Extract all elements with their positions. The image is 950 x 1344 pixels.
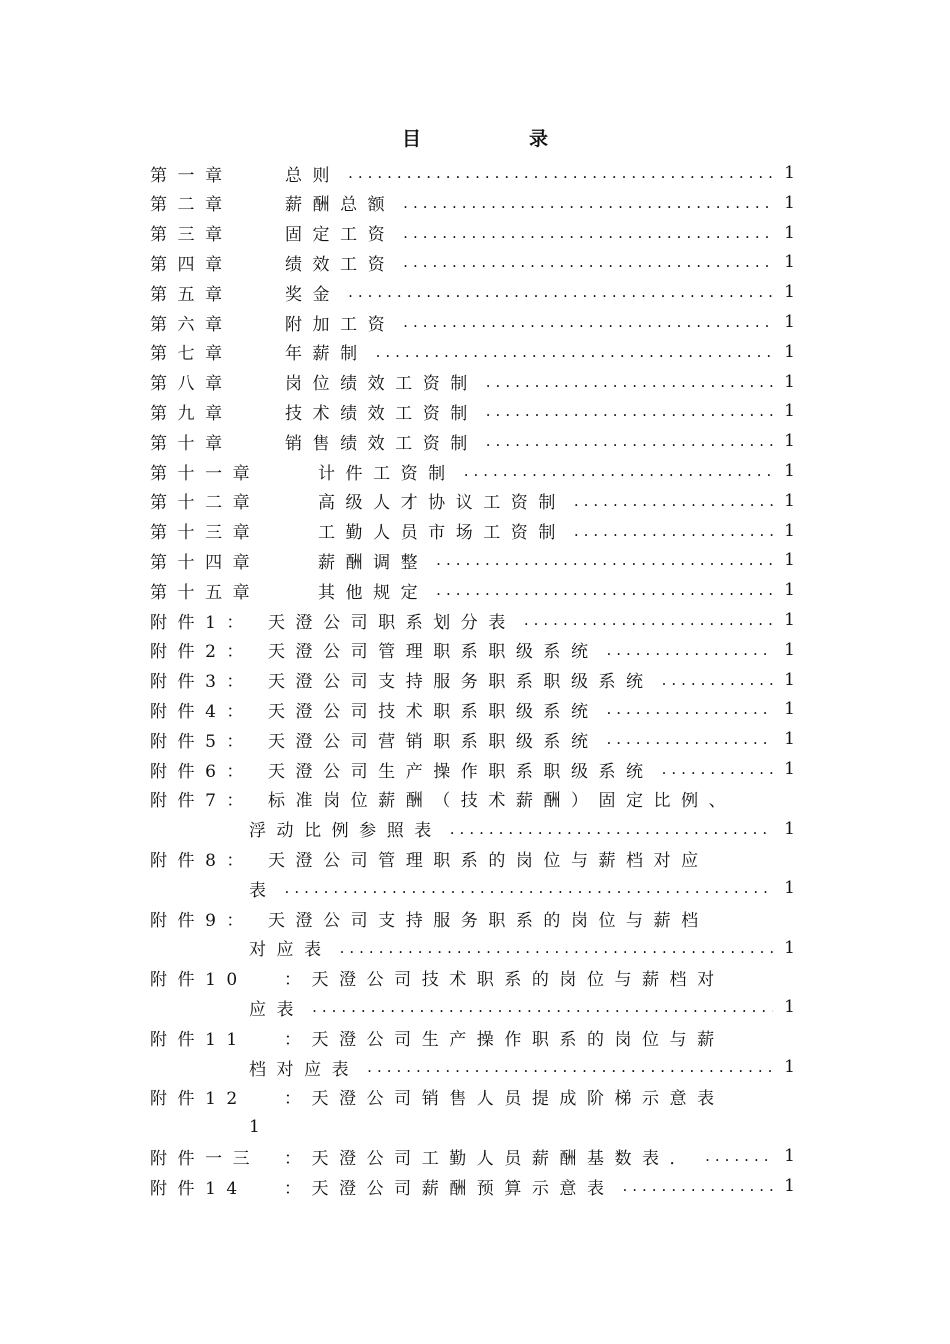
toc-page-number: 1 — [784, 371, 795, 392]
toc-page-number: 1 — [784, 401, 795, 422]
toc-attachment-label: 附件14 — [150, 1178, 248, 1199]
toc-page-number: 1 — [784, 669, 795, 690]
toc-page-number: 1 — [784, 550, 795, 571]
toc-page-number: 1 — [784, 878, 795, 899]
toc-entry[interactable] — [150, 635, 795, 665]
toc-chapter-title: 技术绩效工资制 — [285, 403, 478, 424]
toc-chapter-title: 绩效工资 — [285, 254, 396, 275]
toc-page-number: 1 — [784, 818, 795, 839]
toc-entry[interactable] — [150, 545, 795, 575]
toc-chapter-label: 第二章 — [150, 195, 233, 216]
toc-chapter-label: 第十三章 — [150, 523, 261, 544]
toc-leader-dots — [403, 313, 773, 331]
toc-attachment-title: 天澄公司技术职系职级系统 — [268, 701, 599, 722]
toc-leader-dots — [662, 671, 773, 689]
toc-chapter-title: 岗位绩效工资制 — [285, 374, 478, 395]
toc-leader-dots — [606, 700, 773, 718]
toc-entry-continuation[interactable] — [249, 873, 795, 903]
toc-chapter-label: 第一章 — [150, 165, 233, 186]
page-title: 目录 — [401, 128, 656, 150]
toc-leader-dots — [285, 879, 773, 897]
toc-chapter-label: 第十四章 — [150, 552, 261, 573]
toc-entry[interactable] — [150, 784, 795, 814]
toc-entry-continuation[interactable] — [249, 992, 795, 1022]
toc-leader-dots — [367, 1058, 773, 1076]
toc-leader-dots — [312, 998, 773, 1016]
toc-page-number: 1 — [784, 312, 795, 332]
toc-attachment-label: 附件11 — [150, 1029, 248, 1050]
toc-leader-dots — [574, 492, 773, 510]
toc-leader-dots — [436, 581, 773, 599]
toc-page-number: 1 — [784, 1057, 795, 1077]
toc-chapter-label: 第十二章 — [150, 493, 261, 514]
toc-attachment-label: 附件5： — [150, 731, 254, 752]
toc-chapter-title: 年薪制 — [285, 344, 368, 365]
toc-attachment-label: 附件2： — [150, 642, 254, 663]
toc-leader-dots — [403, 253, 773, 271]
toc-entry-continuation[interactable] — [249, 814, 795, 844]
toc-attachment-label: 附件一三 — [150, 1148, 261, 1169]
toc-entry[interactable] — [150, 963, 795, 993]
toc-entry[interactable] — [150, 307, 795, 337]
toc-chapter-label: 第十一章 — [150, 463, 261, 484]
toc-page-number: 1 — [784, 1146, 795, 1167]
toc-entry[interactable] — [150, 903, 795, 933]
toc-leader-dots — [403, 224, 773, 242]
toc-attachment-title-continuation: 浮动比例参照表 — [249, 821, 442, 842]
toc-chapter-title: 薪酬调整 — [318, 552, 429, 573]
toc-entry[interactable] — [150, 516, 795, 546]
toc-entry[interactable] — [150, 843, 795, 873]
toc-attachment-title-continuation: 对应表 — [249, 940, 332, 961]
toc-entry[interactable] — [150, 456, 795, 486]
toc-attachment-label: 附件12 — [150, 1089, 248, 1110]
toc-leader-dots — [486, 373, 773, 391]
toc-entry[interactable] — [150, 367, 795, 397]
toc-page-number: 1 — [784, 461, 795, 481]
toc-entry[interactable] — [150, 158, 795, 188]
toc-chapter-label: 第五章 — [150, 284, 233, 305]
toc-entry[interactable] — [150, 1022, 795, 1052]
toc-leader-dots — [348, 283, 773, 301]
toc-entry[interactable] — [150, 724, 795, 754]
toc-chapter-label: 第八章 — [150, 374, 233, 395]
toc-entry[interactable] — [150, 665, 795, 695]
toc-page-number: 1 — [784, 192, 795, 213]
toc-page-number: 1 — [784, 639, 795, 660]
toc-chapter-title: 工勤人员市场工资制 — [318, 523, 566, 544]
toc-chapter-title: 固定工资 — [285, 225, 396, 246]
toc-attachment-title: 天澄公司生产操作职系职级系统 — [268, 761, 654, 782]
toc-page-number: 1 — [784, 937, 795, 958]
toc-attachment-title: 天澄公司职系划分表 — [268, 612, 516, 633]
toc-attachment-label: 附件10 — [150, 970, 248, 991]
toc-page-number: 1 — [784, 759, 795, 779]
toc-leader-dots — [486, 432, 773, 450]
toc-page-number: 1 — [249, 1116, 260, 1137]
toc-attachment-title: 标准岗位薪酬（技术薪酬）固定比例、 — [268, 791, 737, 812]
toc-chapter-label: 第九章 — [150, 403, 233, 424]
toc-entry-continuation[interactable] — [249, 1052, 795, 1082]
toc-leader-dots — [662, 760, 773, 778]
toc-chapter-label: 第十章 — [150, 433, 233, 454]
toc-page-number: 1 — [784, 490, 795, 511]
toc-chapter-title: 总则 — [285, 165, 341, 186]
toc-chapter-label: 第三章 — [150, 225, 233, 246]
toc-leader-dots — [436, 551, 773, 569]
toc-attachment-label: 附件1： — [150, 612, 254, 633]
toc-chapter-label: 第四章 — [150, 254, 233, 275]
toc-attachment-title: ：天澄公司生产操作职系的岗位与薪 — [284, 1029, 725, 1050]
toc-leader-dots — [574, 522, 773, 540]
toc-attachment-label: 附件9： — [150, 910, 254, 931]
toc-entry[interactable] — [150, 1171, 795, 1201]
toc-leader-dots — [705, 1147, 773, 1165]
toc-leader-dots — [606, 730, 773, 748]
toc-page-number: 1 — [784, 580, 795, 601]
toc-attachment-label: 附件3： — [150, 672, 254, 693]
toc-attachment-title: 天澄公司营销职系职级系统 — [268, 731, 599, 752]
toc-page-number: 1 — [784, 1176, 795, 1197]
toc-leader-dots — [622, 1177, 773, 1195]
toc-entry[interactable] — [150, 396, 795, 426]
toc-page-number: 1 — [784, 341, 795, 362]
toc-attachment-title: 天澄公司管理职系的岗位与薪档对应 — [268, 850, 709, 871]
toc-chapter-title: 奖金 — [285, 284, 341, 305]
toc-attachment-title-continuation: 应表 — [249, 999, 305, 1020]
toc-chapter-label: 第七章 — [150, 344, 233, 365]
toc-page-number: 1 — [784, 163, 795, 183]
toc-chapter-label: 第六章 — [150, 314, 233, 335]
toc-entry[interactable] — [150, 218, 795, 248]
toc-leader-dots — [524, 611, 773, 629]
toc-attachment-title: ：天澄公司技术职系的岗位与薪档对 — [284, 970, 725, 991]
toc-page-number: 1 — [784, 431, 795, 452]
toc-entry-continuation[interactable] — [249, 933, 795, 963]
toc-leader-dots — [340, 939, 773, 957]
toc-entry[interactable] — [150, 605, 795, 635]
toc-page-number: 1 — [784, 699, 795, 720]
toc-attachment-title: ：天澄公司工勤人员薪酬基数表． — [284, 1148, 698, 1169]
toc-attachment-title: ：天澄公司销售人员提成阶梯示意表 — [284, 1089, 725, 1110]
toc-attachment-title: ：天澄公司薪酬预算示意表 — [284, 1178, 615, 1199]
toc-leader-dots — [606, 641, 773, 659]
toc-attachment-title-continuation: 表 — [249, 880, 277, 901]
toc-attachment-label: 附件7： — [150, 791, 254, 812]
toc-page-number: 1 — [784, 252, 795, 273]
toc-entry[interactable] — [150, 1141, 795, 1171]
toc-attachment-title-continuation: 档对应表 — [249, 1059, 360, 1080]
toc-attachment-title: 天澄公司支持服务职系职级系统 — [268, 672, 654, 693]
toc-chapter-title: 计件工资制 — [318, 463, 456, 484]
toc-page-number: 1 — [784, 729, 795, 750]
toc-leader-dots — [376, 343, 773, 361]
toc-entry[interactable] — [150, 247, 795, 277]
toc-chapter-title: 高级人才协议工资制 — [318, 493, 566, 514]
toc-chapter-label: 第十五章 — [150, 582, 261, 603]
toc-attachment-title: 天澄公司支持服务职系的岗位与薪档 — [268, 910, 709, 931]
toc-chapter-title: 销售绩效工资制 — [285, 433, 478, 454]
toc-attachment-label: 附件8： — [150, 850, 254, 871]
toc-entry[interactable] — [150, 575, 795, 605]
toc-leader-dots — [450, 820, 773, 838]
toc-entry[interactable] — [150, 754, 795, 784]
toc-chapter-title: 薪酬总额 — [285, 195, 396, 216]
toc-entry[interactable] — [150, 426, 795, 456]
toc-leader-dots — [348, 164, 773, 182]
toc-page-number: 1 — [784, 610, 795, 630]
toc-page-number: 1 — [784, 282, 795, 303]
toc-chapter-title: 其他规定 — [318, 582, 429, 603]
toc-chapter-title: 附加工资 — [285, 314, 396, 335]
toc-page-number: 1 — [784, 997, 795, 1018]
toc-attachment-label: 附件6： — [150, 761, 254, 782]
toc-entry[interactable] — [150, 277, 795, 307]
toc-leader-dots — [464, 462, 773, 480]
toc-entry[interactable] — [150, 188, 795, 218]
toc-entry-continuation[interactable] — [249, 1112, 795, 1142]
toc-leader-dots — [486, 402, 773, 420]
toc-entry[interactable] — [150, 694, 795, 724]
toc-entry[interactable] — [150, 486, 795, 516]
toc-attachment-label: 附件4： — [150, 701, 254, 722]
toc-entry[interactable] — [150, 337, 795, 367]
toc-attachment-title: 天澄公司管理职系职级系统 — [268, 642, 599, 663]
toc-leader-dots — [403, 194, 773, 212]
toc-page-number: 1 — [784, 222, 795, 243]
toc-entry[interactable] — [150, 1082, 795, 1112]
toc-page-number: 1 — [784, 520, 795, 541]
